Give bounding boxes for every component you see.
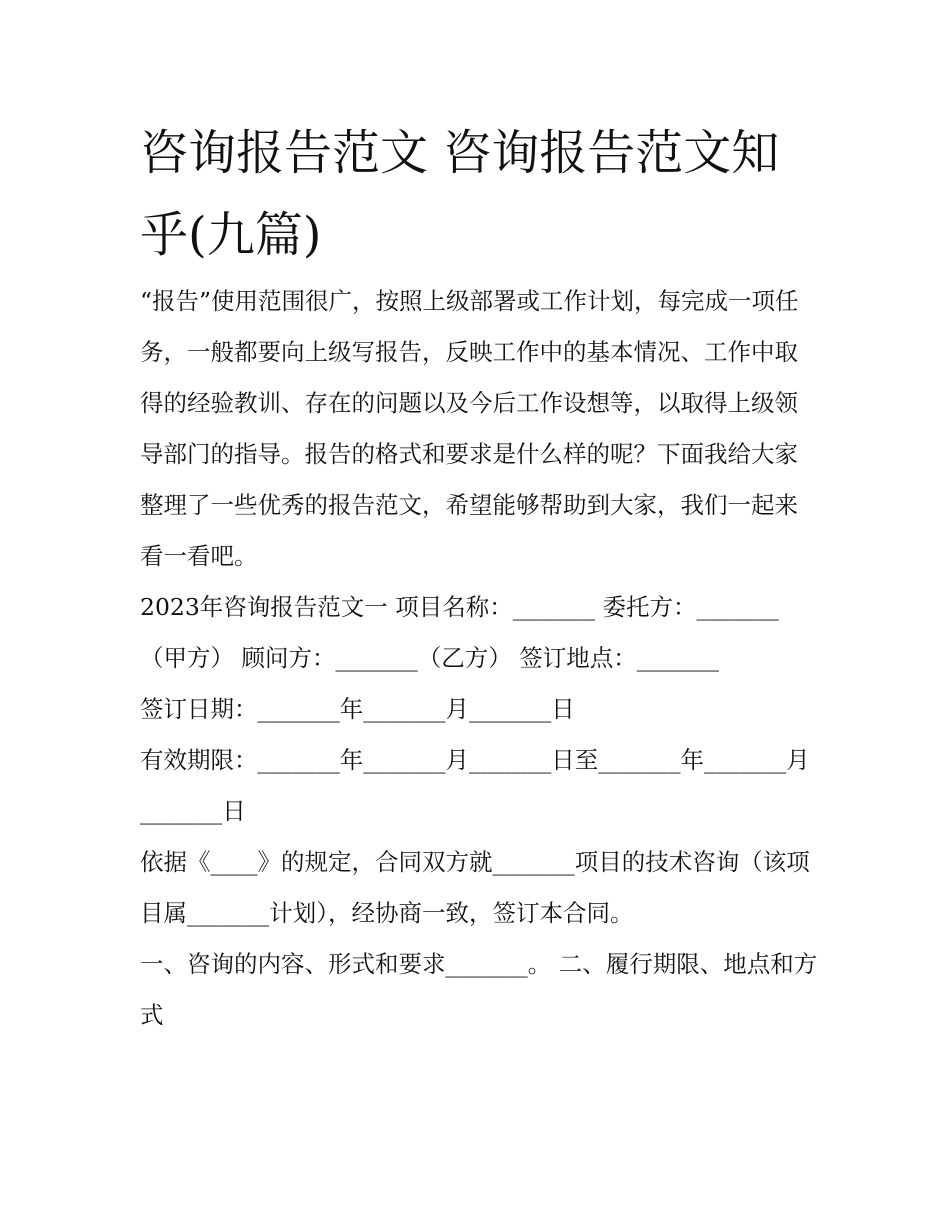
document-title: 咨询报告范文 咨询报告范文知乎(九篇) bbox=[140, 125, 780, 263]
document-body bbox=[140, 276, 820, 1041]
basis-paragraph: 依据《____》的规定，合同双方就_______项目的技术咨询（该项目属_______计划），经协商一致，签订本合同。 bbox=[140, 848, 810, 927]
intro-paragraph: “报告”使用范围很广，按照上级部署或工作计划，每完成一项任务，一般都要向上级写报告，反映工作中的基本情况、工作中取得的经验教训、存在的问题以及今后工作设想等，以取得上级领导部门的指导。报告的格式和要求是什么样的呢？下面我给大家整理了一些优秀的报告范文，希望能够帮助到大家，我们一起来看一看吧。 bbox=[140, 287, 799, 570]
signing-date-paragraph: 签订日期：_______年_______月_______日 bbox=[140, 695, 575, 723]
section-heading-paragraph: 一、咨询的内容、形式和要求_______。 二、履行期限、地点和方式 bbox=[140, 950, 818, 1029]
project-info-paragraph: 2023年咨询报告范文一 项目名称：_______ 委托方：_______（甲方） 顾问方：_______（乙方） 签订地点：_______ bbox=[140, 593, 779, 672]
validity-period-paragraph: 有效期限：_______年_______月_______日至_______年_______月_______日 bbox=[140, 746, 810, 825]
